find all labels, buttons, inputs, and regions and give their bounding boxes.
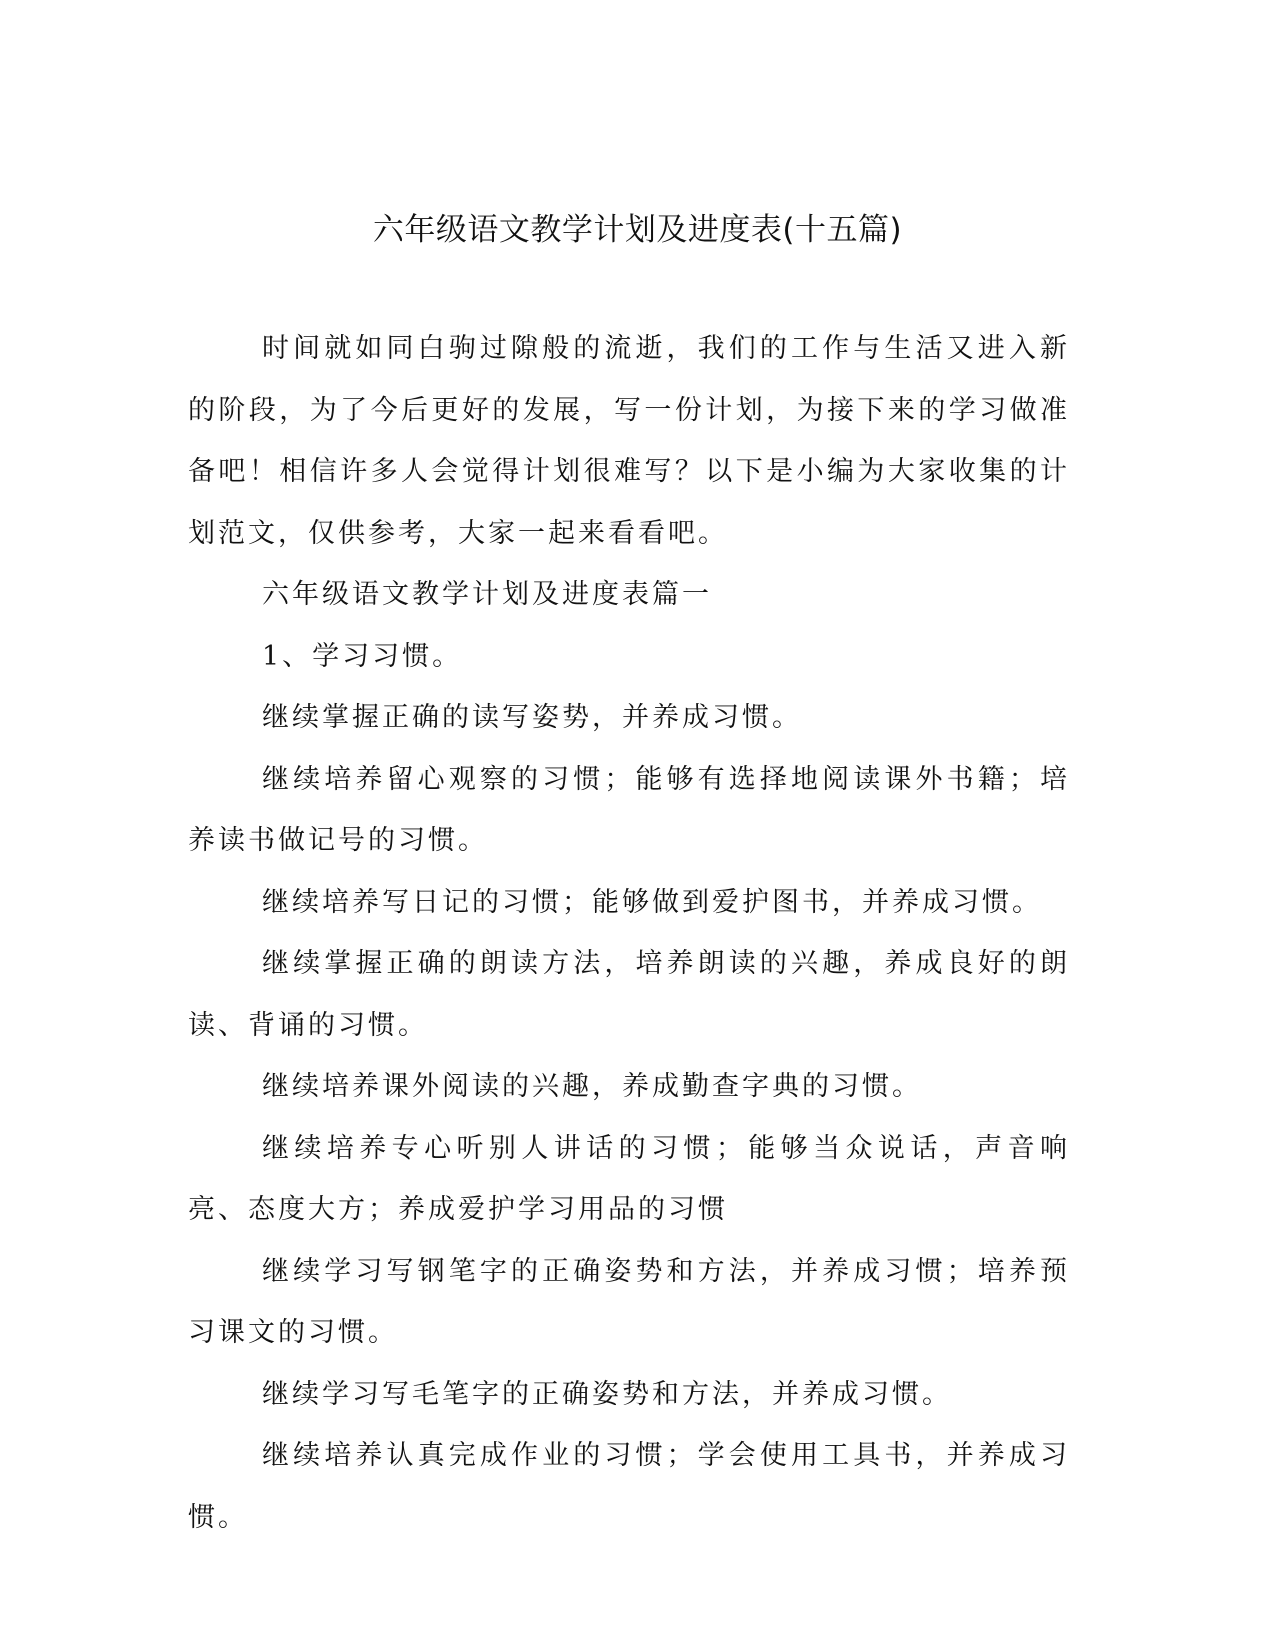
body-paragraph: 继续培养认真完成作业的习惯；学会使用工具书，并养成习惯。 xyxy=(188,1440,1070,1533)
body-paragraph: 继续学习写毛笔字的正确姿势和方法，并养成习惯。 xyxy=(262,1378,952,1410)
body-paragraph: 继续培养专心听别人讲话的习惯；能够当众说话，声音响亮、态度大方；养成爱护学习用品的习惯 xyxy=(188,1132,1070,1225)
body-paragraph: 继续掌握正确的读写姿势，并养成习惯。 xyxy=(262,702,802,733)
intro-paragraph: 时间就如同白驹过隙般的流逝，我们的工作与生活又进入新的阶段，为了今后更好的发展，写一份计划，为接下来的学习做准备吧！相信许多人会觉得计划很难写？以下是小编为大家收集的计划范文，仅供参考，大家一起来看看吧。 xyxy=(188,333,1070,549)
body-paragraph: 继续掌握正确的朗读方法，培养朗读的兴趣，养成良好的朗读、背诵的习惯。 xyxy=(188,948,1070,1041)
section-heading: 六年级语文教学计划及进度表篇一 xyxy=(262,579,712,610)
body-paragraph: 继续培养课外阅读的兴趣，养成勤查字典的习惯。 xyxy=(262,1071,922,1102)
body-paragraph: 继续培养留心观察的习惯；能够有选择地阅读课外书籍；培养读书做记号的习惯。 xyxy=(188,763,1070,856)
item-heading: 1、学习习惯。 xyxy=(262,640,463,672)
document-title: 六年级语文教学计划及进度表(十五篇) xyxy=(372,212,903,248)
document-body xyxy=(188,318,1070,1548)
body-paragraph: 继续学习写钢笔字的正确姿势和方法，并养成习惯；培养预习课文的习惯。 xyxy=(188,1255,1070,1348)
body-paragraph: 继续培养写日记的习惯；能够做到爱护图书，并养成习惯。 xyxy=(262,886,1042,918)
